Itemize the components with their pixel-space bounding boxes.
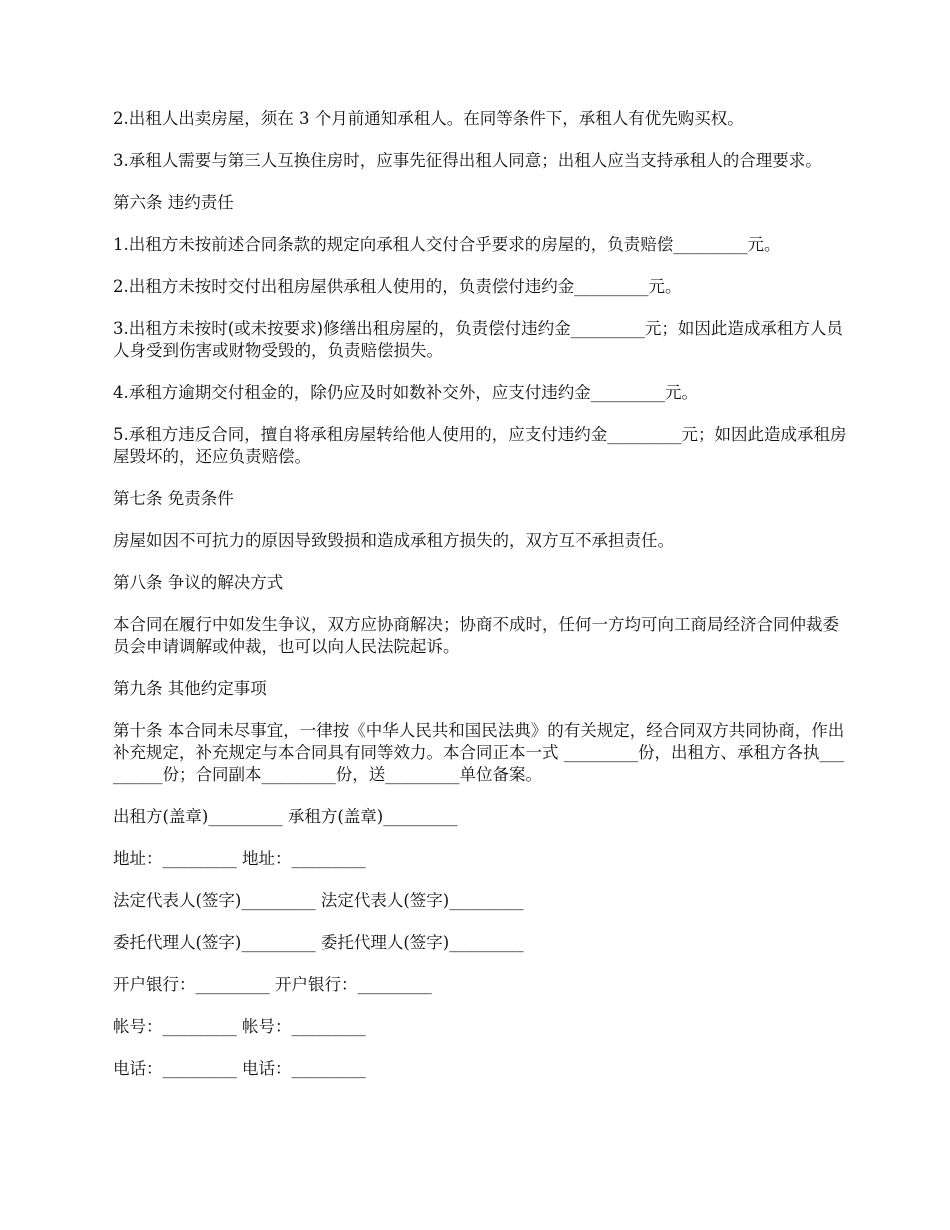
signature-account-line: 帐号：_________ 帐号：_________	[113, 1017, 366, 1036]
clause-10-text: 第十条 本合同未尽事宜，一律按《中华人民共和国民法典》的有关规定，经合同双方共同协商，作出补充规定，补充规定与本合同具有同等效力。本合同正本一式 _________份，出租方、承租方各执_________份；合同副本_________份，送_________单位备案。	[113, 721, 845, 784]
clause-8-heading: 第八条 争议的解决方式	[113, 573, 284, 592]
clause-6-item-4: 4.承租方逾期交付租金的，除仍应及时如数补交外，应支付违约金_________元。	[113, 383, 698, 402]
signature-bank-line: 开户银行：_________ 开户银行：_________	[113, 975, 432, 994]
signature-seal-line: 出租方(盖章)_________ 承租方(盖章)_________	[113, 807, 458, 826]
signature-address-line: 地址：_________ 地址：_________	[113, 849, 366, 868]
clause-6-item-1: 1.出租方未按前述合同条款的规定向承租人交付合乎要求的房屋的，负责赔偿_________元。	[113, 235, 781, 254]
clause-7-heading: 第七条 免责条件	[113, 489, 234, 508]
signature-legal-rep-line: 法定代表人(签字)_________ 法定代表人(签字)_________	[113, 891, 524, 910]
clause-6-item-5: 5.承租方违反合同，擅自将承租房屋转给他人使用的，应支付违约金_________元；如因此造成承租房屋毁坏的，还应负责赔偿。	[113, 425, 847, 466]
clause-6-item-2: 2.出租方未按时交付出租房屋供承租人使用的，负责偿付违约金_________元。	[113, 277, 682, 296]
clause-6-heading: 第六条 违约责任	[113, 193, 234, 212]
document-body	[113, 108, 848, 1100]
clause-5-item-3: 3.承租人需要与第三人互换住房时，应事先征得出租人同意；出租人应当支持承租人的合理要求。	[113, 151, 822, 170]
signature-agent-line: 委托代理人(签字)_________ 委托代理人(签字)_________	[113, 933, 524, 952]
clause-8-text: 本合同在履行中如发生争议，双方应协商解决；协商不成时，任何一方均可向工商局经济合同仲裁委员会申请调解或仲裁，也可以向人民法院起诉。	[113, 615, 839, 656]
clause-6-item-3: 3.出租方未按时(或未按要求)修缮出租房屋的，负责偿付违约金_________元；如因此造成承租方人员人身受到伤害或财物受毁的，负责赔偿损失。	[113, 319, 843, 360]
clause-7-text: 房屋如因不可抗力的原因导致毁损和造成承租方损失的，双方互不承担责任。	[113, 531, 674, 550]
clause-9-heading: 第九条 其他约定事项	[113, 679, 267, 698]
clause-5-item-2: 2.出租人出卖房屋，须在 3 个月前通知承租人。在同等条件下，承租人有优先购买权。	[113, 109, 744, 128]
signature-phone-line: 电话：_________ 电话：_________	[113, 1059, 366, 1078]
